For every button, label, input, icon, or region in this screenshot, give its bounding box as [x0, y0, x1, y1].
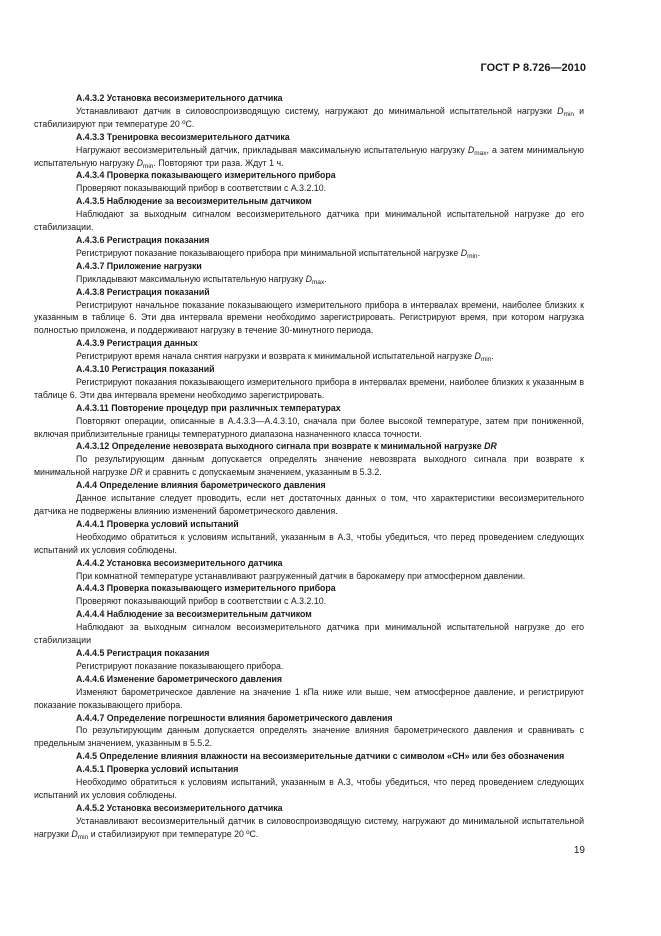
paragraph: Изменяют барометрическое давление на значение 1 кПа ниже или выше, чем атмосферное давление, и регистрируют показание показывающего прибора.: [34, 686, 584, 710]
section-heading: А.4.3.4 Проверка показывающего измерительного прибора: [76, 170, 336, 181]
paragraph: Проверяют показывающий прибор в соответствии с А.3.2.10.: [76, 596, 327, 607]
paragraph: Регистрируют показание показывающего прибора.: [76, 660, 284, 671]
paragraph: Регистрируют показания показывающего измерительного прибора в интервалах времени, наиболее близких к указанным в таблице 6. Эти два интервала времени необходимо зарегистрировать.: [34, 376, 584, 400]
document-header: ГОСТ Р 8.726—2010: [480, 62, 586, 74]
paragraph: По результирующим данным допускается определять значение влияния барометрического давления и сравнивать с предельным значением, указанным в 5.5.2.: [34, 725, 584, 749]
paragraph: Повторяют операции, описанные в А.4.3.3—А.4.3.10, сначала при более высокой температуре, затем при пониженной, включая приблизительные границы температурного диапазона назначенного класса точности.: [34, 415, 584, 439]
paragraph: Регистрируют начальное показание показывающего измерительного прибора в интервалах времени, наиболее близких к указанным в таблице 6. Эти два интервала времени необходимо зарегистрировать. Регистрируют время, при котором нагрузка полностью приложена, и поддерживают нагрузку в течение 30-минутного периода.: [34, 299, 584, 336]
paragraph: Данное испытание следует проводить, если нет достаточных данных о том, что характеристики весоизмерительного датчика не подвержены влиянию изменений барометрического давления.: [34, 493, 584, 516]
section-heading: А.4.4.3 Проверка показывающего измерительного прибора: [76, 583, 336, 594]
section-heading: А.4.3.12 Определение невозврата выходного сигнала при возврате к минимальной нагрузке DR: [76, 441, 497, 452]
section-heading: А.4.4.6 Изменение барометрического давления: [76, 673, 283, 684]
page-number: 19: [573, 845, 585, 856]
section-heading: А.4.3.8 Регистрация показаний: [76, 286, 210, 297]
section-heading: А.4.5 Определение влияния влажности на весоизмерительные датчики с символом «СН» или без обозначения: [76, 751, 565, 762]
section-heading: А.4.3.2 Установка весоизмерительного датчика: [76, 93, 283, 103]
paragraph: Проверяют показывающий прибор в соответствии с А.3.2.10.: [76, 183, 327, 194]
paragraph: Наблюдают за выходным сигналом весоизмерительного датчика при минимальной испытательной нагрузке до его стабилизации: [34, 622, 584, 646]
paragraph: Устанавливают датчик в силовоспроизводящую систему, нагружают до минимальной испытательной нагрузки $D_{min}$ и стабилизируют при температуре 20 ºС.: [34, 105, 585, 129]
section-heading: А.4.3.6 Регистрация показания: [76, 234, 210, 245]
paragraph: По результирующим данным допускается определять значение невозврата выходного сигнала при возврате к минимальной нагрузке DR и сравнить с допускаемым значением, указанным в 5.3.2.: [34, 454, 584, 478]
section-heading: А.4.3.7 Приложение нагрузки: [76, 260, 202, 271]
paragraph: При комнатной температуре устанавливают разгруженный датчик в барокамеру при атмосферном давлении.: [76, 570, 526, 581]
paragraph: Прикладывают максимальную испытательную нагрузку $D_{max}$.: [76, 273, 327, 286]
section-heading: А.4.3.3 Тренировка весоизмерительного датчика: [76, 131, 290, 142]
section-heading: А.4.4.7 Определение погрешности влияния барометрического давления: [76, 712, 393, 723]
section-heading: А.4.4.5 Регистрация показания: [76, 647, 210, 658]
paragraph: Регистрируют время начала снятия нагрузки и возврата к минимальной испытательной нагрузке $D_{min}$.: [76, 351, 494, 364]
section-heading: А.4.3.11 Повторение процедур при различных температурах: [76, 402, 341, 413]
section-heading: А.4.3.9 Регистрация данных: [76, 338, 198, 349]
section-heading: А.4.4.1 Проверка условий испытаний: [76, 518, 239, 529]
paragraph: Необходимо обратиться к условиям испытаний, указанным в А.3, чтобы убедиться, что перед проведением следующих испытаний их условия соблюдены.: [34, 777, 584, 800]
section-heading: А.4.3.10 Регистрация показаний: [76, 364, 215, 375]
section-heading: А.4.4 Определение влияния барометрического давления: [76, 480, 326, 491]
document-body: [34, 92, 584, 841]
section-heading: А.4.5.1 Проверка условий испытания: [76, 764, 239, 775]
paragraph: Необходимо обратиться к условиям испытаний, указанным в А.3, чтобы убедиться, что перед проведением следующих испытаний их условия соблюдены.: [34, 531, 584, 555]
section-heading: А.4.4.2 Установка весоизмерительного датчика: [76, 557, 283, 568]
section-heading: А.4.5.2 Установка весоизмерительного датчика: [76, 802, 283, 813]
paragraph: Регистрируют показание показывающего прибора при минимальной испытательной нагрузке $D_{min}$.: [76, 247, 481, 260]
section-heading: А.4.4.4 Наблюдение за весоизмерительным датчиком: [76, 609, 312, 620]
paragraph: Нагружают весоизмерительный датчик, прикладывая максимальную испытательную нагрузку $D_{max}$, а затем минимальную испытательную нагрузку $D_{min}$. Повторяют три раза. Ждут 1 ч.: [34, 144, 584, 170]
paragraph: Устанавливают весоизмерительный датчик в силовоспроизводящую систему, нагружают до минимальной испытательной нагрузки $D_{min}$ и стабилизируют при температуре 20 ºС.: [34, 815, 584, 841]
paragraph: Наблюдают за выходным сигналом весоизмерительного датчика при минимальной испытательной нагрузке до его стабилизации.: [34, 209, 584, 233]
section-heading: А.4.3.5 Наблюдение за весоизмерительным датчиком: [76, 196, 312, 207]
